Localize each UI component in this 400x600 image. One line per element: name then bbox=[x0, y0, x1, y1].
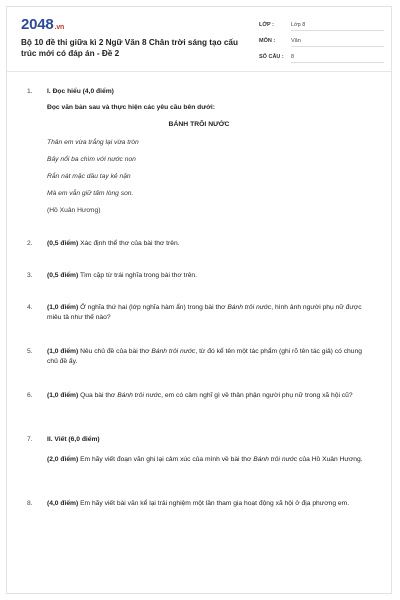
question-number: 6. bbox=[27, 392, 33, 399]
poem-reference: Bánh trôi nước bbox=[227, 304, 272, 311]
question-number: 4. bbox=[27, 304, 33, 311]
poem-title: BÁNH TRÔI NƯỚC bbox=[168, 121, 230, 128]
question-points: (0,5 điểm) bbox=[47, 272, 79, 279]
question-text bbox=[47, 271, 369, 281]
question-number: 1. bbox=[27, 88, 33, 95]
meta-label: SỐ CÂU : bbox=[259, 54, 284, 60]
meta-label: LỚP : bbox=[259, 22, 274, 28]
meta-row-count bbox=[259, 53, 384, 69]
question-points: (1,0 điểm) bbox=[47, 348, 79, 355]
poem-line: Mà em vẫn giữ tấm lòng son. bbox=[47, 190, 134, 197]
question-number: 2. bbox=[27, 240, 33, 247]
section-heading: I. Đọc hiểu (4,0 điểm) bbox=[47, 88, 114, 95]
question-body: của Hồ Xuân Hương. bbox=[297, 456, 363, 463]
question-text bbox=[47, 347, 369, 367]
question-number: 8. bbox=[27, 500, 33, 507]
poem-line: Rắn nát mặc dầu tay kẻ nặn bbox=[47, 173, 131, 180]
meta-row-subject bbox=[259, 37, 384, 53]
instruction-text: Đọc văn bản sau và thực hiện các yêu cầu bên dưới: bbox=[47, 104, 215, 111]
section-heading: II. Viết (6,0 điểm) bbox=[47, 436, 100, 443]
question-body: , em có cảm nghĩ gì về thân phận người phụ nữ trong xã hội cũ? bbox=[161, 392, 353, 399]
meta-label: MÔN : bbox=[259, 38, 276, 44]
logo-main: 2048 bbox=[21, 16, 54, 33]
question-body: , hình ảnh người phụ nữ được miêu tả như thế nào? bbox=[47, 304, 362, 321]
question-text bbox=[47, 499, 369, 509]
question-points: (1,0 điểm) bbox=[47, 392, 79, 399]
question-body: , từ đó kể tên một tác phẩm (ghi rõ tên tác giả) có chung chủ đề ấy. bbox=[47, 348, 362, 365]
poem-line: Thân em vừa trắng lại vừa tròn bbox=[47, 139, 139, 146]
question-text bbox=[47, 391, 369, 401]
meta-value: 8 bbox=[291, 54, 384, 63]
question-points: (0,5 điểm) bbox=[47, 240, 79, 247]
question-text bbox=[47, 455, 369, 465]
question-body: Ở nghĩa thứ hai (lớp nghĩa hàm ẩn) trong bài thơ bbox=[78, 304, 228, 311]
question-number: 5. bbox=[27, 348, 33, 355]
document-title: Bộ 10 đề thi giữa kì 2 Ngữ Văn 8 Chân trời sáng tạo cấu trúc mới có đáp án - Đề 2 bbox=[21, 38, 238, 58]
question-body: Tìm cặp từ trái nghĩa trong bài thơ trên. bbox=[78, 272, 197, 279]
meta-value: Văn bbox=[291, 38, 384, 47]
question-points: (4,0 điểm) bbox=[47, 500, 79, 507]
question-body: Em hãy viết đoạn văn ghi lại cảm xúc của mình về bài thơ bbox=[78, 456, 254, 463]
question-number: 3. bbox=[27, 272, 33, 279]
site-logo[interactable] bbox=[21, 16, 64, 33]
poem-reference: Bánh trôi nước bbox=[117, 392, 162, 399]
question-body: Em hãy viết bài văn kể lại trải nghiệm một lần tham gia hoạt động xã hội ở địa phương em. bbox=[78, 500, 350, 507]
document-header bbox=[7, 7, 391, 72]
question-body: Qua bài thơ bbox=[78, 392, 118, 399]
question-text bbox=[47, 303, 369, 323]
meta-row-class bbox=[259, 21, 384, 37]
document-page bbox=[6, 6, 392, 594]
question-body: Xác định thể thơ của bài thơ trên. bbox=[78, 240, 180, 247]
logo-tld: .vn bbox=[54, 24, 65, 31]
question-body: Nêu chủ đề của bài thơ bbox=[78, 348, 152, 355]
meta-info bbox=[259, 21, 384, 69]
poem-reference: Bánh trôi nước bbox=[151, 348, 196, 355]
question-points: (1,0 điểm) bbox=[47, 304, 79, 311]
question-text bbox=[47, 239, 369, 249]
poem-reference: Bánh trôi nước bbox=[253, 456, 298, 463]
meta-value: Lớp 8 bbox=[291, 22, 384, 31]
question-points: (2,0 điểm) bbox=[47, 456, 79, 463]
question-number: 7. bbox=[27, 436, 33, 443]
poem-line: Bảy nổi ba chìm với nước non bbox=[47, 156, 136, 163]
poem-author: (Hồ Xuân Hương) bbox=[47, 207, 101, 214]
